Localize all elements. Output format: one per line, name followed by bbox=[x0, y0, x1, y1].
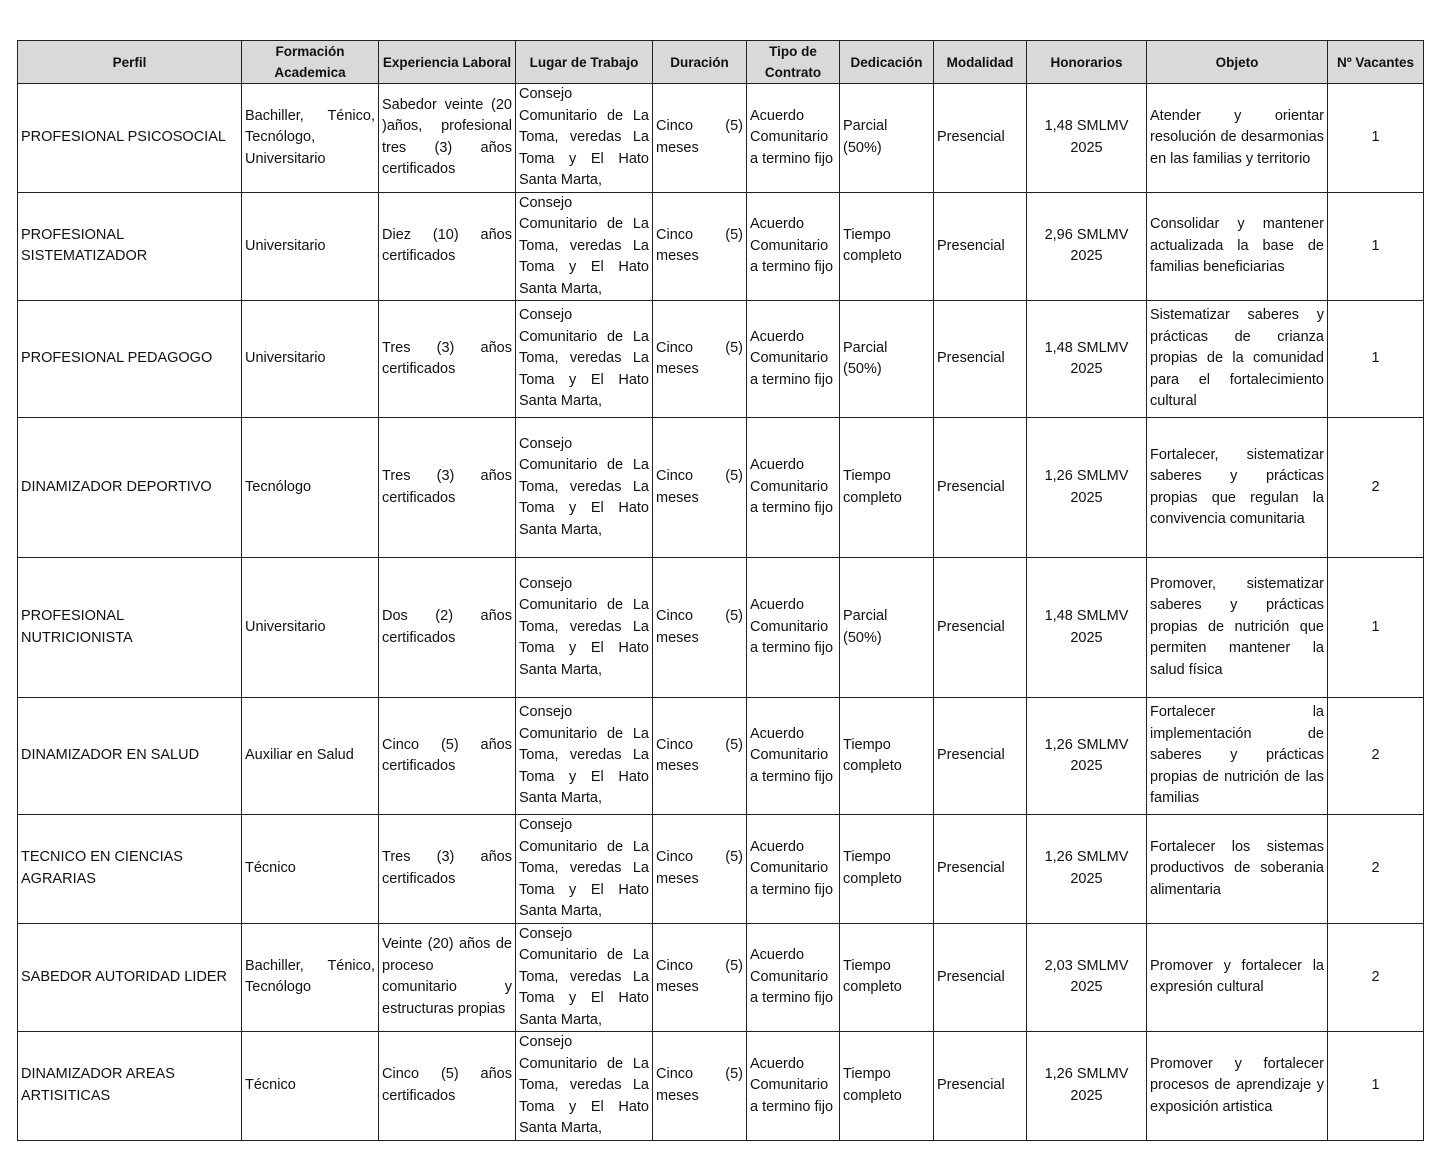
table-row bbox=[18, 815, 1424, 924]
cell-objeto: Promover y fortalecer la expresión cultural bbox=[1147, 923, 1328, 1032]
cell-honorarios: 1,48 SMLMV 2025 bbox=[1027, 301, 1147, 418]
cell-objeto: Atender y orientar resolución de desarmonias en las familias y territorio bbox=[1147, 84, 1328, 193]
cell-dedicacion: Parcial (50%) bbox=[840, 84, 934, 193]
cell-perfil: PROFESIONAL SISTEMATIZADOR bbox=[18, 192, 242, 301]
cell-modalidad: Presencial bbox=[934, 923, 1027, 1032]
cell-experiencia: Cinco (5) años certificados bbox=[379, 698, 516, 815]
header-vacantes: Nº Vacantes bbox=[1328, 41, 1424, 84]
cell-honorarios: 2,96 SMLMV 2025 bbox=[1027, 192, 1147, 301]
header-dedicacion: Dedicación bbox=[840, 41, 934, 84]
cell-vacantes: 2 bbox=[1328, 923, 1424, 1032]
header-modalidad: Modalidad bbox=[934, 41, 1027, 84]
cell-formacion: Universitario bbox=[242, 192, 379, 301]
cell-duracion: Cinco (5) meses bbox=[653, 192, 747, 301]
cell-objeto: Promover, sistematizar saberes y prácticas propias de nutrición que permiten mantener la salud física bbox=[1147, 558, 1328, 698]
cell-objeto: Fortalecer los sistemas productivos de soberania alimentaria bbox=[1147, 815, 1328, 924]
cell-experiencia: Dos (2) años certificados bbox=[379, 558, 516, 698]
cell-tipo-contrato: Acuerdo Comunitario a termino fijo bbox=[747, 698, 840, 815]
cell-experiencia: Cinco (5) años certificados bbox=[379, 1032, 516, 1141]
cell-duracion: Cinco (5) meses bbox=[653, 923, 747, 1032]
cell-tipo-contrato: Acuerdo Comunitario a termino fijo bbox=[747, 815, 840, 924]
cell-tipo-contrato: Acuerdo Comunitario a termino fijo bbox=[747, 923, 840, 1032]
cell-dedicacion: Tiempo completo bbox=[840, 1032, 934, 1141]
cell-honorarios: 1,48 SMLMV 2025 bbox=[1027, 558, 1147, 698]
cell-experiencia: Tres (3) años certificados bbox=[379, 418, 516, 558]
cell-honorarios: 2,03 SMLMV 2025 bbox=[1027, 923, 1147, 1032]
header-formacion: Formación Academica bbox=[242, 41, 379, 84]
cell-formacion: Tecnólogo bbox=[242, 418, 379, 558]
cell-formacion: Técnico bbox=[242, 1032, 379, 1141]
vacancies-table-wrapper bbox=[17, 40, 1423, 1141]
cell-lugar: Consejo Comunitario de La Toma, veredas La Toma y El Hato Santa Marta, bbox=[516, 815, 653, 924]
cell-duracion: Cinco (5) meses bbox=[653, 418, 747, 558]
cell-modalidad: Presencial bbox=[934, 698, 1027, 815]
cell-lugar: Consejo Comunitario de La Toma, veredas La Toma y El Hato Santa Marta, bbox=[516, 301, 653, 418]
cell-formacion: Auxiliar en Salud bbox=[242, 698, 379, 815]
cell-lugar: Consejo Comunitario de La Toma, veredas La Toma y El Hato Santa Marta, bbox=[516, 698, 653, 815]
cell-tipo-contrato: Acuerdo Comunitario a termino fijo bbox=[747, 1032, 840, 1141]
header-row bbox=[18, 41, 1424, 84]
cell-duracion: Cinco (5) meses bbox=[653, 815, 747, 924]
cell-objeto: Sistematizar saberes y prácticas de crianza propias de la comunidad para el fortalecimiento cultural bbox=[1147, 301, 1328, 418]
cell-duracion: Cinco (5) meses bbox=[653, 558, 747, 698]
table-row bbox=[18, 923, 1424, 1032]
table-row bbox=[18, 558, 1424, 698]
cell-dedicacion: Tiempo completo bbox=[840, 418, 934, 558]
cell-modalidad: Presencial bbox=[934, 192, 1027, 301]
vacancies-table bbox=[17, 40, 1424, 1141]
table-row bbox=[18, 84, 1424, 193]
header-experiencia: Experiencia Laboral bbox=[379, 41, 516, 84]
cell-formacion: Técnico bbox=[242, 815, 379, 924]
cell-experiencia: Sabedor veinte (20 )años, profesional tres (3) años certificados bbox=[379, 84, 516, 193]
table-row bbox=[18, 192, 1424, 301]
cell-duracion: Cinco (5) meses bbox=[653, 1032, 747, 1141]
cell-modalidad: Presencial bbox=[934, 1032, 1027, 1141]
cell-tipo-contrato: Acuerdo Comunitario a termino fijo bbox=[747, 192, 840, 301]
cell-perfil: DINAMIZADOR DEPORTIVO bbox=[18, 418, 242, 558]
cell-experiencia: Tres (3) años certificados bbox=[379, 301, 516, 418]
cell-vacantes: 1 bbox=[1328, 301, 1424, 418]
header-objeto: Objeto bbox=[1147, 41, 1328, 84]
cell-vacantes: 1 bbox=[1328, 192, 1424, 301]
cell-perfil: PROFESIONAL NUTRICIONISTA bbox=[18, 558, 242, 698]
cell-tipo-contrato: Acuerdo Comunitario a termino fijo bbox=[747, 84, 840, 193]
cell-perfil: PROFESIONAL PSICOSOCIAL bbox=[18, 84, 242, 193]
cell-dedicacion: Parcial (50%) bbox=[840, 558, 934, 698]
cell-formacion: Bachiller, Ténico, Tecnólogo bbox=[242, 923, 379, 1032]
cell-modalidad: Presencial bbox=[934, 84, 1027, 193]
cell-experiencia: Veinte (20) años de proceso comunitario y estructuras propias bbox=[379, 923, 516, 1032]
cell-objeto: Consolidar y mantener actualizada la base de familias beneficiarias bbox=[1147, 192, 1328, 301]
cell-vacantes: 1 bbox=[1328, 558, 1424, 698]
table-row bbox=[18, 698, 1424, 815]
cell-formacion: Bachiller, Ténico, Tecnólogo, Universitario bbox=[242, 84, 379, 193]
table-row bbox=[18, 301, 1424, 418]
cell-dedicacion: Tiempo completo bbox=[840, 815, 934, 924]
header-duracion: Duración bbox=[653, 41, 747, 84]
header-tipo-contrato: Tipo de Contrato bbox=[747, 41, 840, 84]
cell-perfil: DINAMIZADOR AREAS ARTISITICAS bbox=[18, 1032, 242, 1141]
cell-dedicacion: Tiempo completo bbox=[840, 923, 934, 1032]
cell-formacion: Universitario bbox=[242, 301, 379, 418]
cell-modalidad: Presencial bbox=[934, 815, 1027, 924]
cell-lugar: Consejo Comunitario de La Toma, veredas La Toma y El Hato Santa Marta, bbox=[516, 1032, 653, 1141]
cell-perfil: TECNICO EN CIENCIAS AGRARIAS bbox=[18, 815, 242, 924]
cell-vacantes: 2 bbox=[1328, 418, 1424, 558]
cell-dedicacion: Tiempo completo bbox=[840, 698, 934, 815]
table-header bbox=[18, 41, 1424, 84]
table-row bbox=[18, 418, 1424, 558]
cell-vacantes: 2 bbox=[1328, 698, 1424, 815]
cell-honorarios: 1,26 SMLMV 2025 bbox=[1027, 418, 1147, 558]
cell-objeto: Fortalecer, sistematizar saberes y prácticas propias que regulan la convivencia comunitaria bbox=[1147, 418, 1328, 558]
cell-duracion: Cinco (5) meses bbox=[653, 84, 747, 193]
cell-objeto: Promover y fortalecer procesos de aprendizaje y exposición artistica bbox=[1147, 1032, 1328, 1141]
header-honorarios: Honorarios bbox=[1027, 41, 1147, 84]
cell-tipo-contrato: Acuerdo Comunitario a termino fijo bbox=[747, 418, 840, 558]
cell-experiencia: Tres (3) años certificados bbox=[379, 815, 516, 924]
table-row bbox=[18, 1032, 1424, 1141]
cell-honorarios: 1,48 SMLMV 2025 bbox=[1027, 84, 1147, 193]
cell-formacion: Universitario bbox=[242, 558, 379, 698]
cell-duracion: Cinco (5) meses bbox=[653, 698, 747, 815]
cell-duracion: Cinco (5) meses bbox=[653, 301, 747, 418]
cell-modalidad: Presencial bbox=[934, 301, 1027, 418]
cell-lugar: Consejo Comunitario de La Toma, veredas La Toma y El Hato Santa Marta, bbox=[516, 192, 653, 301]
cell-perfil: PROFESIONAL PEDAGOGO bbox=[18, 301, 242, 418]
cell-lugar: Consejo Comunitario de La Toma, veredas La Toma y El Hato Santa Marta, bbox=[516, 558, 653, 698]
cell-tipo-contrato: Acuerdo Comunitario a termino fijo bbox=[747, 558, 840, 698]
cell-vacantes: 1 bbox=[1328, 84, 1424, 193]
cell-tipo-contrato: Acuerdo Comunitario a termino fijo bbox=[747, 301, 840, 418]
cell-dedicacion: Parcial (50%) bbox=[840, 301, 934, 418]
cell-lugar: Consejo Comunitario de La Toma, veredas La Toma y El Hato Santa Marta, bbox=[516, 418, 653, 558]
cell-vacantes: 2 bbox=[1328, 815, 1424, 924]
table-body bbox=[18, 84, 1424, 1141]
cell-vacantes: 1 bbox=[1328, 1032, 1424, 1141]
cell-experiencia: Diez (10) años certificados bbox=[379, 192, 516, 301]
cell-objeto: Fortalecer la implementación de saberes y prácticas propias de nutrición de las familias bbox=[1147, 698, 1328, 815]
cell-modalidad: Presencial bbox=[934, 558, 1027, 698]
cell-honorarios: 1,26 SMLMV 2025 bbox=[1027, 698, 1147, 815]
header-perfil: Perfil bbox=[18, 41, 242, 84]
header-lugar: Lugar de Trabajo bbox=[516, 41, 653, 84]
cell-lugar: Consejo Comunitario de La Toma, veredas La Toma y El Hato Santa Marta, bbox=[516, 923, 653, 1032]
cell-lugar: Consejo Comunitario de La Toma, veredas La Toma y El Hato Santa Marta, bbox=[516, 84, 653, 193]
cell-honorarios: 1,26 SMLMV 2025 bbox=[1027, 1032, 1147, 1141]
cell-dedicacion: Tiempo completo bbox=[840, 192, 934, 301]
cell-perfil: DINAMIZADOR EN SALUD bbox=[18, 698, 242, 815]
cell-perfil: SABEDOR AUTORIDAD LIDER bbox=[18, 923, 242, 1032]
cell-modalidad: Presencial bbox=[934, 418, 1027, 558]
cell-honorarios: 1,26 SMLMV 2025 bbox=[1027, 815, 1147, 924]
